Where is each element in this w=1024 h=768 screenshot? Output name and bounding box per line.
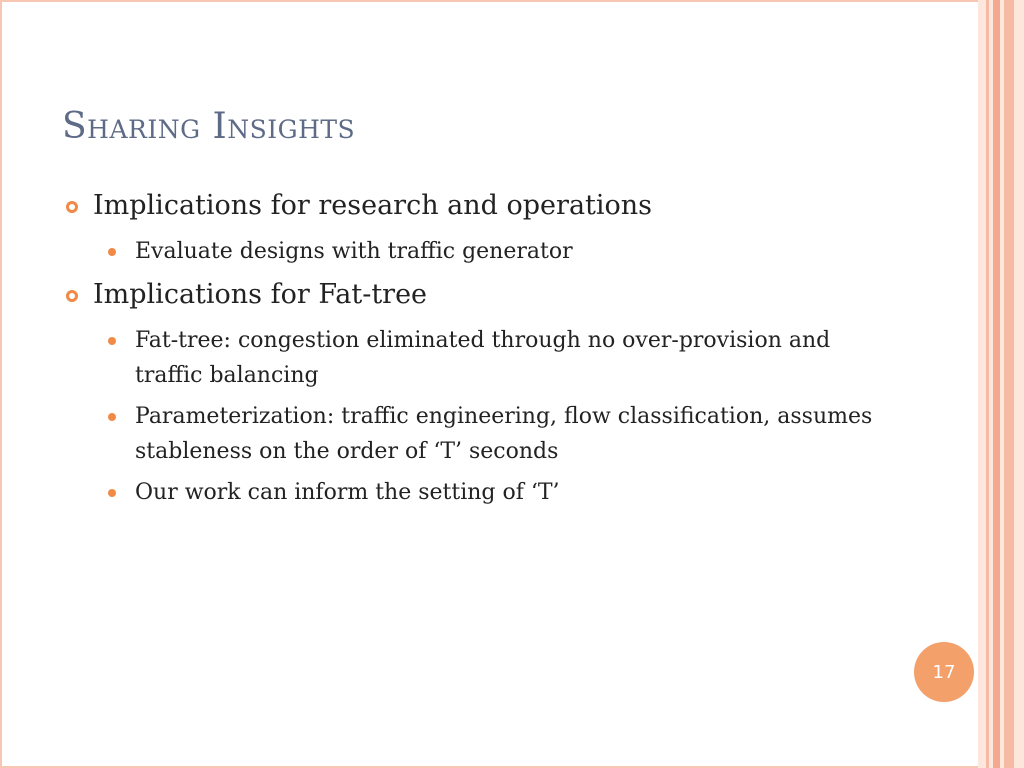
dot-bullet-icon [108, 337, 116, 345]
bullet-text: Our work can inform the setting of ‘T’ [135, 480, 560, 505]
side-stripe [1014, 0, 1024, 768]
dot-bullet-icon [108, 489, 116, 497]
dot-bullet-icon [108, 248, 116, 256]
bullet-text: Evaluate designs with traffic generator [135, 239, 573, 264]
ring-bullet-icon [66, 201, 78, 213]
bullet-text: Implications for research and operations [93, 190, 653, 221]
bullet-level2 [66, 475, 886, 510]
bullet-level2 [66, 323, 886, 393]
side-stripe [1004, 0, 1014, 768]
page-number-badge: 17 [914, 642, 974, 702]
bullet-level2 [66, 234, 886, 269]
bullet-text: Implications for Fat-tree [93, 279, 428, 310]
slide-title: Sharing Insights [62, 106, 356, 147]
frame-left-line [0, 0, 2, 768]
bullet-level1 [66, 186, 886, 226]
side-stripe [978, 0, 986, 768]
bullet-text: Parameterization: traffic engineering, flow classification, assumes stableness on the order of ‘T’ seconds [135, 404, 873, 464]
bullet-text: Fat-tree: congestion eliminated through no over-provision and traffic balancing [135, 328, 831, 388]
ring-bullet-icon [66, 290, 78, 302]
side-stripe [993, 0, 1000, 768]
bullet-list [66, 186, 886, 516]
bullet-level2 [66, 399, 886, 469]
dot-bullet-icon [108, 413, 116, 421]
bullet-level1 [66, 275, 886, 315]
frame-top-line [0, 0, 1024, 2]
